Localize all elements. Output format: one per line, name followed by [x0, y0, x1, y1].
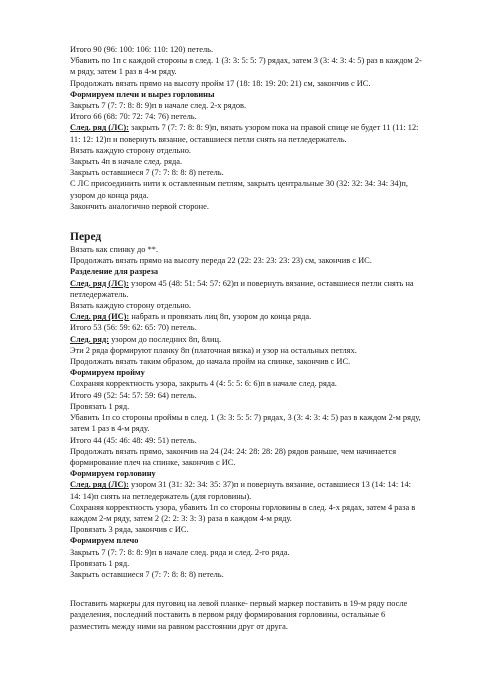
section-heading-shoulder: Формируем плечо — [70, 536, 139, 546]
spacer — [70, 212, 422, 230]
text-line: Закрыть 4п в начале след. ряда. — [70, 157, 183, 167]
row-instruction — [70, 311, 422, 322]
text-line: Продолжать вязать прямо, закончив на 24 (24: 24: 28: 28: 28) рядов раньше, чем начинается формирование плеч на спинке, закончив с ИС. — [70, 446, 397, 467]
text-line: Продолжать вязать прямо на высоту переда 22 (22: 23: 23: 23: 23) см, закончив с ИС. — [70, 256, 372, 266]
text-line: Убавить по 1п с каждой стороны в след. 1 (3: 3: 5: 5: 7) рядах, затем 3 (3: 4: 3: 4: 5) раз в каждом 2-м ряду, затем 1 раз в 4-м ряду. — [70, 56, 422, 77]
row-text: узором до последних 8п, 8лиц. — [109, 334, 222, 344]
row-instruction — [70, 334, 422, 345]
text-line: Закрыть оставшиеся 7 (7: 7: 8: 8: 8) петель. — [70, 569, 224, 579]
text-line: Продолжать вязать прямо на высоту пройм 17 (18: 18: 19: 20: 21) см, закончив с ИС. — [70, 78, 371, 88]
row-text: набрать и провязать лиц 8п, узором до конца ряда. — [129, 312, 312, 322]
text-line: Закрыть оставшиеся 7 (7: 7: 8: 8: 8) петель. — [70, 168, 224, 178]
row-instruction — [70, 122, 422, 144]
row-lead: След. ряд (ЛС): — [70, 123, 129, 133]
row-lead: След. ряд: — [70, 334, 109, 344]
text-line: Сохраняя корректность узора, закрыть 4 (4: 5: 5: 6: 6)п в начале след. ряда. — [70, 379, 337, 389]
text-line: Итого 90 (96: 100: 106: 110: 120) петель. — [70, 45, 214, 54]
text-line: Эти 2 ряда формируют планку 8п (платочная вязка) и узор на остальных петлях. — [70, 345, 357, 355]
section-heading-shoulders-neck: Формируем плечи и вырез горловины — [70, 89, 215, 99]
row-text: закрыть 7 (7: 7: 8: 8: 9)п, вязать узором пока на правой спице не будет 11 (11: 12: 11: 12: 12)п и повернуть вязание, оставшиеся петли снять на петледержатель. — [70, 123, 419, 144]
text-line: Вязать каждую сторону отдельно. — [70, 301, 192, 311]
text-line: Закончить аналогично первой стороне. — [70, 201, 209, 211]
text-line: Итого 44 (45: 46: 48: 49: 51) петель. — [70, 435, 197, 445]
text-line: Провязать 1 ряд. — [70, 558, 130, 568]
document-body — [70, 44, 422, 632]
row-lead: След. ряд (ЛС): — [70, 278, 129, 288]
row-instruction — [70, 479, 422, 501]
text-line: Закрыть 7 (7: 7: 8: 8: 9)п в начале след. 2-х рядов. — [70, 101, 247, 111]
text-line: Провязать 3 ряда, закончив с ИС. — [70, 525, 189, 535]
text-line: Вязать каждую сторону отдельно. — [70, 145, 192, 155]
section-heading-armhole: Формируем пройму — [70, 368, 145, 378]
section-heading-split: Разделение для разреза — [70, 267, 159, 277]
row-lead: След. ряд (ЛС): — [70, 480, 129, 490]
row-lead: След. ряд (ИС): — [70, 312, 130, 322]
text-line: Убавить 1п со стороны проймы в след. 1 (3: 3: 5: 5: 7) рядах, 3 (3: 4: 3: 4: 5) раз в каждом 2-м ряду, затем 1 раз в 4-м ряду. — [70, 413, 421, 434]
text-line: Итого 66 (68: 70: 72: 74: 76) петель. — [70, 112, 197, 122]
row-instruction — [70, 278, 422, 300]
section-heading-neck: Формируем горловину — [70, 469, 156, 479]
text-line: Вязать как спинку до **. — [70, 245, 159, 255]
row-text: узором 45 (48: 51: 54: 57: 62)п и повернуть вязание, оставшиеся петли снять на петледержатель. — [70, 278, 414, 299]
buttons-note: Поставить маркеры для пуговиц на левой планке- первый маркер поставить в 19-м ряду после разделения, последний поставить в первом ряду формирования горловины, остальные 6 разместить между ними на равном расстоянии друг от друга. — [70, 599, 408, 631]
text-line: Сохраняя корректность узора, убавить 1п со стороны горловины в след. 4-х рядах, затем 4 раза в каждом 2-м ряду, затем 2 (2: 2: 3: 3: 3) раза в каждом 4-м ряду. — [70, 502, 416, 523]
text-line: Итого 49 (52: 54: 57: 59: 64) петель. — [70, 390, 197, 400]
text-line: С ЛС присоединить нити к оставленным петлям, закрыть центральные 30 (32: 32: 34: 34: 34)п, узором до конца ряда. — [70, 179, 408, 200]
text-line: Итого 53 (56: 59: 62: 65: 70) петель. — [70, 323, 197, 333]
text-line: Закрыть 7 (7: 7: 8: 8: 9)п в начале след. ряда и след. 2-го ряда. — [70, 547, 290, 557]
text-line: Продолжать вязать таким образом, до начала пройм на спинке, закончив с ИС. — [70, 357, 351, 367]
text-line: Провязать 1 ряд. — [70, 401, 130, 411]
spacer — [70, 580, 422, 598]
row-text: узором 31 (31: 32: 34: 35: 37)п и повернуть вязание, оставшиеся 13 (14: 14: 14: 14: 14)п снять на петледержатель (для горловины). — [70, 480, 411, 501]
section-title-front: Перед — [70, 231, 102, 244]
